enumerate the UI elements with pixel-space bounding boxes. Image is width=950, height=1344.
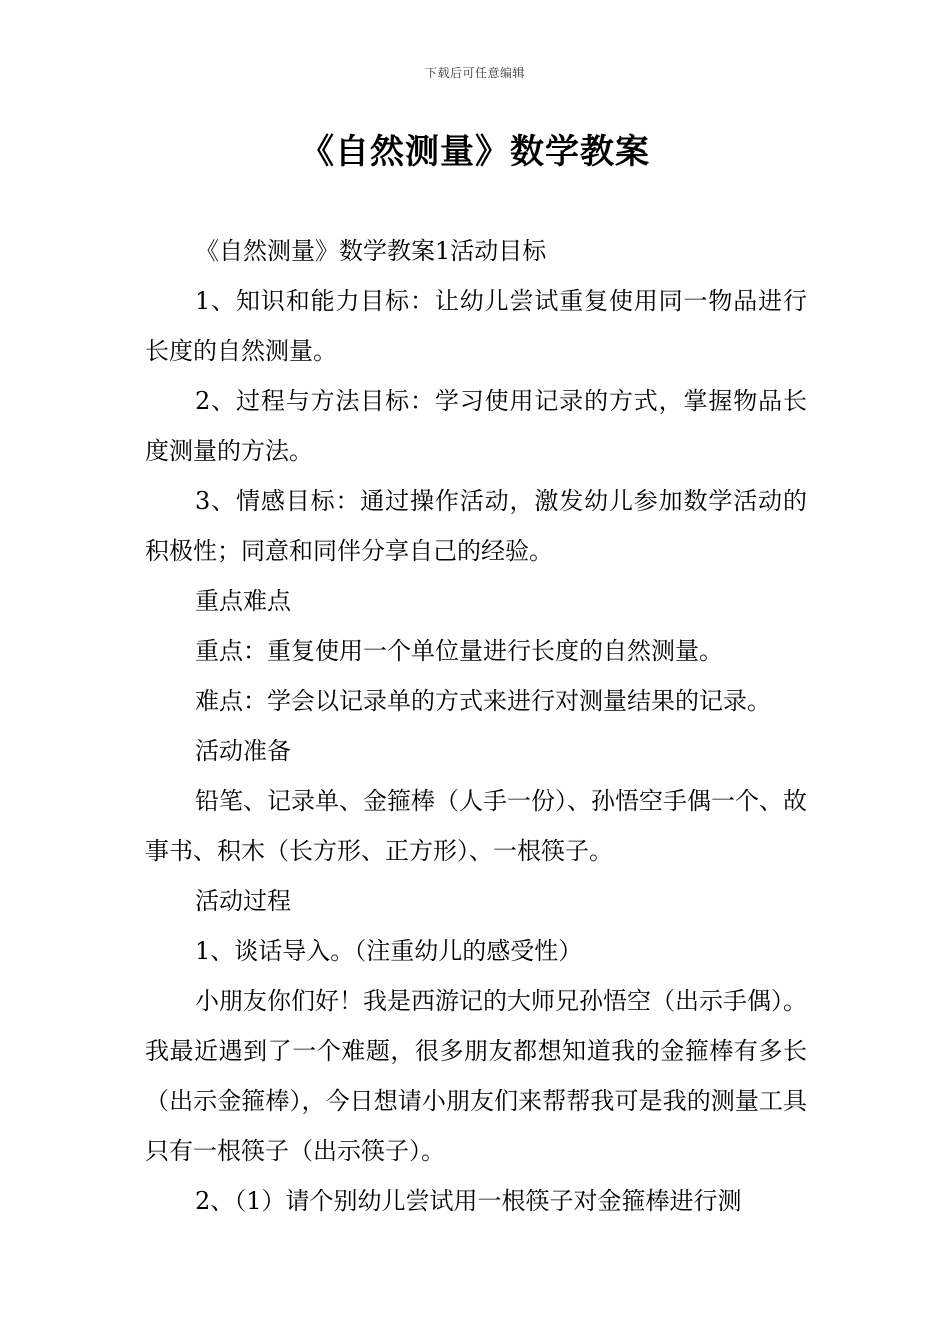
paragraph-materials: 铅笔、记录单、金箍棒（人手一份）、孙悟空手偶一个、故事书、积木（长方形、正方形）、一根筷子。	[145, 787, 807, 865]
paragraph-dialogue: 小朋友你们好！我是西游记的大师兄孙悟空（出示手偶）。我最近遇到了一个难题，很多朋友都想知道我的金箍棒有多长（出示金箍棒），今日想请小朋友们来帮帮我可是我的测量工具只有一根筷子（出示筷子）。	[145, 987, 807, 1165]
paragraph-step-1: 1、谈话导入。（注重幼儿的感受性）	[195, 937, 583, 965]
header-note: 下载后可任意编辑	[424, 66, 525, 80]
paragraph-goal-2: 2、过程与方法目标：学习使用记录的方式，掌握物品长度测量的方法。	[145, 387, 807, 465]
paragraph-key-point: 重点：重复使用一个单位量进行长度的自然测量。	[195, 637, 723, 665]
paragraph-process-heading: 活动过程	[195, 887, 291, 915]
document-title: 《自然测量》数学教案	[300, 132, 650, 172]
paragraph-difficulty: 难点：学会以记录单的方式来进行对测量结果的记录。	[195, 687, 771, 715]
paragraph-preparation-heading: 活动准备	[195, 737, 291, 765]
paragraph-goal-1: 1、知识和能力目标：让幼儿尝试重复使用同一物品进行长度的自然测量。	[145, 287, 807, 365]
paragraph-lesson-heading: 《自然测量》数学教案1活动目标	[195, 237, 547, 265]
document-body	[145, 226, 807, 1226]
paragraph-key-points-heading: 重点难点	[195, 587, 291, 615]
paragraph-step-2: 2、（1）请个别幼儿尝试用一根筷子对金箍棒进行测	[195, 1187, 742, 1215]
paragraph-goal-3: 3、情感目标：通过操作活动，激发幼儿参加数学活动的积极性；同意和同伴分享自己的经验。	[145, 487, 807, 565]
